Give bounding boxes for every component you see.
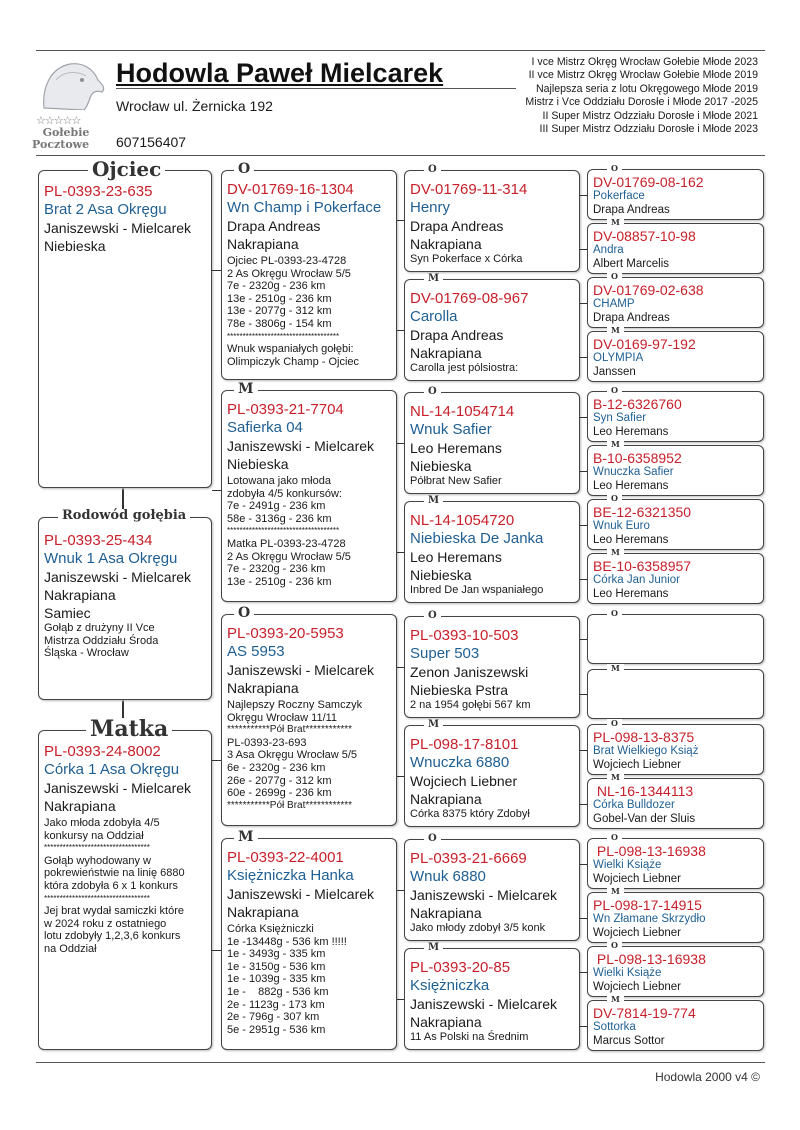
breeder-name: Wojciech Liebner bbox=[593, 981, 682, 993]
pigeon-name: Wnuk Euro bbox=[593, 520, 650, 532]
connector-line bbox=[397, 667, 404, 668]
ring-number: DV-08857-10-98 bbox=[593, 228, 696, 244]
breeder-name: Leo Heremans bbox=[593, 426, 669, 438]
pigeon-color: Niebieska bbox=[227, 456, 289, 472]
ring-number: PL-098-17-14915 bbox=[593, 897, 702, 913]
breeder-name: Wojciech Liebner bbox=[410, 773, 518, 789]
breeder-name: Janiszewski - Mielcarek bbox=[410, 887, 558, 903]
grandparent-card[interactable] bbox=[221, 838, 397, 1050]
note: na Oddział bbox=[44, 942, 97, 955]
sex-legend: O bbox=[424, 611, 441, 621]
note: Lotowana jako młoda bbox=[227, 475, 331, 487]
sex-legend: M bbox=[607, 773, 624, 781]
grandparent-card[interactable] bbox=[221, 390, 397, 602]
ancestor-card[interactable] bbox=[587, 553, 764, 604]
breeder-address: Wrocław ul. Żernicka 192 bbox=[116, 98, 273, 114]
breeder-name: Janssen bbox=[593, 366, 636, 378]
ring-number: DV-01769-11-314 bbox=[410, 181, 528, 198]
pigeon-color: Nakrapiana bbox=[410, 236, 482, 252]
breeder-name: Janiszewski - Mielcarek bbox=[44, 780, 192, 796]
note: pokrewieństwie na linię 6880 bbox=[44, 867, 185, 880]
ring-number: DV-01769-08-967 bbox=[410, 290, 529, 307]
pigeon-color: Niebieska Pstra bbox=[410, 682, 509, 698]
pigeon-color: Niebieska bbox=[410, 458, 472, 474]
sex-legend: O bbox=[424, 387, 441, 397]
pigeon-name: Wnuk Safier bbox=[410, 421, 492, 438]
pigeon-name: Carolla bbox=[410, 308, 458, 325]
note: 11 As Polski na Średnim bbox=[410, 1031, 529, 1043]
connector-line bbox=[397, 999, 404, 1000]
connector-line bbox=[397, 220, 404, 221]
pigeon-name: Henry bbox=[410, 199, 451, 216]
breeder-title: Hodowla Paweł Mielcarek bbox=[116, 58, 444, 88]
pigeon-name: Brat Wielkiego Książ bbox=[593, 745, 699, 757]
note: 58e - 3136g - 236 km bbox=[227, 512, 332, 525]
awards-list bbox=[525, 56, 758, 136]
pigeon-name: Brat 2 Asa Okręgu bbox=[44, 201, 167, 218]
pigeon-color: Nakrapiana bbox=[227, 904, 299, 920]
sex-legend: O bbox=[234, 162, 254, 176]
pigeon-name: Wn Champ i Pokerface bbox=[227, 199, 382, 216]
sex-legend: M bbox=[607, 887, 624, 895]
sex-legend: O bbox=[424, 834, 441, 844]
note: 1e - 882g - 536 km bbox=[227, 985, 329, 998]
note: 1e - 1039g - 335 km bbox=[227, 973, 326, 986]
connector-line bbox=[580, 195, 587, 196]
breeder-name: Wojciech Liebner bbox=[593, 873, 682, 885]
note: 1e - 3150g - 536 km bbox=[227, 960, 326, 973]
connector-line bbox=[397, 776, 404, 777]
connector-line bbox=[580, 750, 587, 751]
father-legend: Ojciec bbox=[88, 159, 165, 179]
ancestor-card[interactable] bbox=[587, 445, 764, 496]
pigeon-color: Nakrapiana bbox=[44, 798, 116, 814]
header-top-rule bbox=[36, 50, 765, 51]
pigeon-name: Wielki Książe bbox=[593, 859, 662, 871]
breeder-name: Drapa Andreas bbox=[410, 327, 504, 343]
pigeon-name: Wnuczka Safier bbox=[593, 466, 674, 478]
breeder-name: Drapa Andreas bbox=[593, 312, 670, 324]
note: Półbrat New Safier bbox=[410, 475, 502, 487]
ring-number: PL-098-13-16938 bbox=[593, 843, 706, 859]
pigeon-color: Nakrapiana bbox=[410, 1014, 482, 1030]
footer-rule bbox=[36, 1062, 765, 1063]
award-item: III Super Mistrz Odzziału Dorosłe i Młode 2023 bbox=[539, 123, 758, 136]
award-item: I vce Mistrz Okręg Wrocław Gołebie Młode 2023 bbox=[531, 56, 758, 68]
note: 2e - 1123g - 173 km bbox=[227, 998, 325, 1011]
note: Jako młody zdobył 3/5 konk bbox=[410, 922, 546, 934]
pigeon-color: Nakrapiana bbox=[227, 680, 299, 696]
note: Ojciec PL-0393-23-4728 bbox=[227, 255, 347, 267]
sex-legend: M bbox=[424, 274, 443, 284]
pigeon-name: Niebieska De Janka bbox=[410, 530, 544, 547]
note: ********************************** bbox=[44, 893, 150, 903]
ring-number: PL-098-17-8101 bbox=[410, 736, 519, 753]
sex-legend: M bbox=[424, 720, 443, 730]
pigeon-name: Wielki Książe bbox=[593, 967, 662, 979]
header-bottom-rule bbox=[36, 155, 765, 156]
breeder-name: Leo Heremans bbox=[410, 549, 502, 565]
sex-legend: M bbox=[607, 995, 624, 1003]
ring-number: B-12-6326760 bbox=[593, 396, 682, 412]
great-grandparent-card[interactable] bbox=[404, 501, 580, 603]
logo bbox=[32, 58, 106, 151]
note: 3 Asa Okręgu Wrocław 5/5 bbox=[227, 749, 358, 762]
ring-number: DV-0169-97-192 bbox=[593, 336, 696, 352]
pigeon-color: Nakrapiana bbox=[410, 905, 482, 921]
sex-legend: M bbox=[424, 496, 443, 506]
sex-legend: O bbox=[607, 609, 622, 617]
ring-number: B-10-6358952 bbox=[593, 450, 682, 466]
connector-line bbox=[580, 471, 587, 472]
breeder-name: Leo Heremans bbox=[410, 440, 502, 456]
pigeon-name: CHAMP bbox=[593, 298, 635, 310]
sex-legend: O bbox=[424, 165, 441, 175]
breeder-name: Wojciech Liebner bbox=[593, 927, 682, 939]
note: Córka Księżniczki bbox=[227, 923, 314, 935]
ring-number: BE-10-6358957 bbox=[593, 558, 692, 574]
connector-line bbox=[212, 270, 221, 271]
breeder-name: Drapa Andreas bbox=[410, 218, 504, 234]
ring-number: NL-14-1054720 bbox=[410, 512, 515, 529]
note: ************************************ bbox=[227, 331, 340, 341]
pigeon-name: OLYMPIA bbox=[593, 352, 644, 364]
note: 7e - 2491g - 236 km bbox=[227, 500, 326, 513]
breeder-phone: 607156407 bbox=[116, 134, 187, 150]
pigeon-name: Córka 1 Asa Okręgu bbox=[44, 761, 180, 778]
note: 1e -13448g - 536 km !!!!! bbox=[227, 935, 347, 948]
note: Olimpiczyk Champ - Ojciec bbox=[227, 355, 360, 368]
ring-number: PL-0393-20-85 bbox=[410, 959, 511, 976]
note: 2 As Okręgu Wrocław 5/5 bbox=[227, 267, 351, 280]
ring-number: DV-01769-16-1304 bbox=[227, 181, 354, 198]
note: Śląska - Wrocław bbox=[44, 647, 129, 660]
sex-legend: O bbox=[607, 719, 622, 727]
sex-legend: M bbox=[607, 548, 624, 556]
pigeon-card[interactable] bbox=[38, 517, 212, 700]
mother-legend: Matka bbox=[86, 718, 172, 740]
sex-legend: O bbox=[607, 941, 622, 949]
connector-line bbox=[580, 864, 587, 865]
great-grandparent-card[interactable] bbox=[404, 170, 580, 272]
note: 2 As Okręgu Wrocław 5/5 bbox=[227, 550, 351, 563]
sex-legend: O bbox=[607, 164, 622, 172]
sex-legend: M bbox=[607, 326, 624, 334]
pigeon-name: Super 503 bbox=[410, 645, 480, 662]
connector-line bbox=[397, 552, 404, 553]
connector-line bbox=[212, 490, 221, 491]
pigeon-legend: Rodowód gołębia bbox=[58, 509, 190, 522]
great-grandparent-card[interactable] bbox=[404, 279, 580, 381]
note: Najlepszy Roczny Samczyk bbox=[227, 699, 363, 711]
grandparent-card[interactable] bbox=[221, 170, 397, 380]
great-grandparent-card[interactable] bbox=[404, 616, 580, 718]
pigeon-color: Nakrapiana bbox=[410, 345, 482, 361]
note: Syn Pokerface x Córka bbox=[410, 253, 523, 265]
award-item: Mistrz i Vce Oddziału Dorosłe i Młode 2017 -2025 bbox=[525, 96, 758, 109]
ring-number: PL-098-13-8375 bbox=[593, 729, 695, 745]
ancestor-card[interactable] bbox=[587, 169, 764, 220]
pigeon-sex: Samiec bbox=[44, 605, 91, 621]
pigeon-name: Pokerface bbox=[593, 190, 645, 202]
note: 6e - 2320g - 236 km bbox=[227, 761, 326, 774]
note: 26e - 2077g - 312 km bbox=[227, 774, 332, 787]
note: ***********Pół Brat************ bbox=[227, 724, 353, 736]
connector-line bbox=[212, 760, 221, 761]
sex-legend: M bbox=[234, 830, 258, 844]
note: Wnuk wspaniałych gołębi: bbox=[227, 343, 354, 356]
ring-number: DV-01769-08-162 bbox=[593, 174, 704, 190]
logo-text-line2: Pocztowe bbox=[32, 138, 90, 151]
ring-number: PL-0393-25-434 bbox=[44, 532, 153, 549]
award-item: Najlepsza seria z lotu Okręgowego Młode 2019 bbox=[535, 82, 758, 95]
ring-number: PL-098-13-16938 bbox=[593, 951, 706, 967]
sex-legend: M bbox=[607, 440, 624, 448]
breeder-name: Wojciech Liebner bbox=[593, 759, 682, 771]
connector-line bbox=[122, 488, 124, 510]
connector-line bbox=[397, 890, 404, 891]
note: 2e - 796g - 307 km bbox=[227, 1011, 320, 1024]
pigeon-name: AS 5953 bbox=[227, 643, 285, 660]
connector-line bbox=[212, 950, 221, 951]
ancestor-card[interactable] bbox=[587, 778, 764, 829]
sex-legend: O bbox=[234, 606, 254, 620]
ring-number: NL-16-1344113 bbox=[593, 783, 694, 799]
ancestor-card[interactable] bbox=[587, 391, 764, 442]
connector-line bbox=[397, 330, 404, 331]
note: Jako młoda zdobyła 4/5 bbox=[44, 817, 160, 829]
pigeon-name: Syn Safier bbox=[593, 412, 647, 424]
pigeon-name: Córka Bulldozer bbox=[593, 799, 675, 811]
connector-line bbox=[580, 918, 587, 919]
sex-legend: M bbox=[424, 943, 443, 953]
father-card[interactable] bbox=[38, 170, 212, 488]
ancestor-card-empty[interactable] bbox=[587, 614, 764, 664]
sex-legend: O bbox=[607, 386, 622, 394]
breeder-name: Drapa Andreas bbox=[593, 204, 670, 216]
sex-legend: O bbox=[607, 833, 622, 841]
pigeon-name: Sottorka bbox=[593, 1021, 636, 1033]
note: Matka PL-0393-23-4728 bbox=[227, 537, 346, 550]
breeder-name: Zenon Janiszewski bbox=[410, 664, 529, 680]
connector-line bbox=[580, 579, 587, 580]
note: 2 na 1954 gołębi 567 km bbox=[410, 699, 531, 711]
breeder-name: Drapa Andreas bbox=[227, 218, 321, 234]
breeder-name: Leo Heremans bbox=[593, 534, 669, 546]
sex-legend: M bbox=[607, 664, 624, 672]
note: w 2024 roku z ostatniego bbox=[44, 917, 167, 930]
great-grandparent-card[interactable] bbox=[404, 725, 580, 827]
pigeon-color: Niebieska bbox=[44, 238, 106, 254]
great-grandparent-card[interactable] bbox=[404, 839, 580, 941]
mother-card[interactable] bbox=[38, 730, 212, 1050]
sex-legend: M bbox=[234, 382, 258, 396]
note: lotu zdobyły 1,2,3,6 konkurs bbox=[44, 930, 181, 943]
breeder-name: Janiszewski - Mielcarek bbox=[227, 438, 375, 454]
note: PL-0393-23-693 bbox=[227, 736, 307, 749]
pigeon-name: Córka Jan Junior bbox=[593, 574, 680, 586]
pigeon-name: Safierka 04 bbox=[227, 419, 303, 436]
breeder-name: Leo Heremans bbox=[593, 480, 669, 492]
pigeon-name: Andra bbox=[593, 244, 624, 256]
pigeon-head-icon bbox=[36, 58, 106, 110]
ancestor-card[interactable] bbox=[587, 838, 764, 889]
connector-line bbox=[580, 972, 587, 973]
ancestor-card[interactable] bbox=[587, 223, 764, 274]
sex-legend: O bbox=[607, 494, 622, 502]
logo-text-line1: Gołebie bbox=[42, 126, 90, 139]
great-grandparent-card[interactable] bbox=[404, 392, 580, 494]
ancestor-card[interactable] bbox=[587, 499, 764, 550]
connector-line bbox=[580, 694, 587, 695]
ring-number: DV-7814-19-774 bbox=[593, 1005, 696, 1021]
pigeon-color: Nakrapiana bbox=[227, 236, 299, 252]
ring-number: PL-0393-24-8002 bbox=[44, 743, 161, 760]
award-item: II Super Mistrz Odzziału Dorosłe i Młode 2021 bbox=[542, 109, 758, 122]
pigeon-color: Niebieska bbox=[410, 567, 472, 583]
connector-line bbox=[397, 443, 404, 444]
breeder-name: Janiszewski - Mielcarek bbox=[227, 886, 375, 902]
note: 7e - 2320g - 236 km bbox=[227, 563, 326, 576]
great-grandparent-card[interactable] bbox=[404, 948, 580, 1050]
connector-line bbox=[580, 639, 587, 640]
pigeon-color: Nakrapiana bbox=[44, 587, 116, 603]
connector-line bbox=[580, 1026, 587, 1027]
ring-number: DV-01769-02-638 bbox=[593, 282, 704, 298]
note: ************************************ bbox=[227, 526, 340, 536]
note: Inbred De Jan wspaniałego bbox=[410, 584, 544, 596]
note: Okręgu Wrocław 11/11 bbox=[227, 711, 338, 724]
breeder-name: Albert Marcelis bbox=[593, 258, 670, 270]
grandparent-card[interactable] bbox=[221, 614, 397, 826]
pigeon-name: Wnuk 6880 bbox=[410, 868, 486, 885]
note: 13e - 2510g - 236 km bbox=[227, 575, 332, 588]
note: Córka 8375 który Zdobył bbox=[410, 808, 530, 820]
note: 60e - 2699g - 236 km bbox=[227, 787, 332, 800]
ring-number: PL-0393-21-6669 bbox=[410, 850, 527, 867]
note: 13e - 2510g - 236 km bbox=[227, 292, 332, 305]
note: Gołąb wyhodowany w bbox=[44, 854, 152, 867]
note: 78e - 3806g - 154 km bbox=[227, 317, 332, 330]
pigeon-name: Wn Złamane Skrzydło bbox=[593, 913, 706, 925]
note: Mistrza Oddziału Środa bbox=[44, 634, 159, 647]
pigeon-name: Księżniczka Hanka bbox=[227, 867, 354, 884]
pigeon-name: Wnuk 1 Asa Okręgu bbox=[44, 550, 178, 567]
ancestor-card[interactable] bbox=[587, 277, 764, 328]
ancestor-card[interactable] bbox=[587, 724, 764, 775]
breeder-name: Janiszewski - Mielcarek bbox=[410, 996, 558, 1012]
ring-number: PL-0393-10-503 bbox=[410, 627, 519, 644]
note: 7e - 2320g - 236 km bbox=[227, 280, 326, 293]
ring-number: PL-0393-21-7704 bbox=[227, 401, 344, 418]
ring-number: PL-0393-23-635 bbox=[44, 183, 153, 200]
note: 13e - 2077g - 312 km bbox=[227, 305, 332, 318]
connector-line bbox=[580, 303, 587, 304]
note: ***********Pół Brat************ bbox=[227, 799, 353, 811]
pigeon-name: Księżniczka bbox=[410, 977, 490, 994]
note: Jej brat wydał samiczki które bbox=[44, 905, 184, 918]
note: konkursy na Oddział bbox=[44, 829, 144, 842]
breeder-name: Marcus Sottor bbox=[593, 1035, 665, 1047]
ring-number: PL-0393-20-5953 bbox=[227, 625, 344, 642]
logo-stars: ☆☆☆☆☆ bbox=[36, 115, 81, 127]
note: ********************************** bbox=[44, 843, 150, 853]
ancestor-card-empty[interactable] bbox=[587, 669, 764, 719]
ring-number: BE-12-6321350 bbox=[593, 504, 692, 520]
note: która zdobyła 6 x 1 konkurs bbox=[44, 879, 178, 892]
breeder-name: Janiszewski - Mielcarek bbox=[44, 569, 192, 585]
note: 1e - 3493g - 335 km bbox=[227, 948, 326, 961]
connector-line bbox=[580, 249, 587, 250]
ancestor-card[interactable] bbox=[587, 1000, 764, 1051]
ancestor-card[interactable] bbox=[587, 331, 764, 382]
breeder-name: Leo Heremans bbox=[593, 588, 669, 600]
note: Gołąb z drużyny II Vce bbox=[44, 622, 155, 634]
pigeon-color: Nakrapiana bbox=[410, 791, 482, 807]
footer-credit: Hodowla 2000 v4 © bbox=[655, 1070, 760, 1084]
sex-legend: O bbox=[607, 272, 622, 280]
ring-number: PL-0393-22-4001 bbox=[227, 849, 344, 866]
connector-line bbox=[580, 357, 587, 358]
ring-number: NL-14-1054714 bbox=[410, 403, 515, 420]
sex-legend: M bbox=[607, 218, 624, 226]
connector-line bbox=[580, 417, 587, 418]
award-item: II vce Mistrz Okręg Wrocław Gołebie Młode 2019 bbox=[528, 69, 758, 82]
pigeon-name: Wnuczka 6880 bbox=[410, 754, 510, 771]
ancestor-card[interactable] bbox=[587, 892, 764, 943]
note: zdobyła 4/5 konkursów: bbox=[227, 487, 342, 500]
note: Carolla jest pólsiostra: bbox=[410, 362, 519, 374]
breeder-name: Gobel-Van der Sluis bbox=[593, 813, 696, 825]
breeder-name: Janiszewski - Mielcarek bbox=[227, 662, 375, 678]
connector-line bbox=[580, 804, 587, 805]
note: 5e - 2951g - 536 km bbox=[227, 1023, 326, 1036]
connector-line bbox=[580, 525, 587, 526]
ancestor-card[interactable] bbox=[587, 946, 764, 997]
breeder-name: Janiszewski - Mielcarek bbox=[44, 220, 192, 236]
